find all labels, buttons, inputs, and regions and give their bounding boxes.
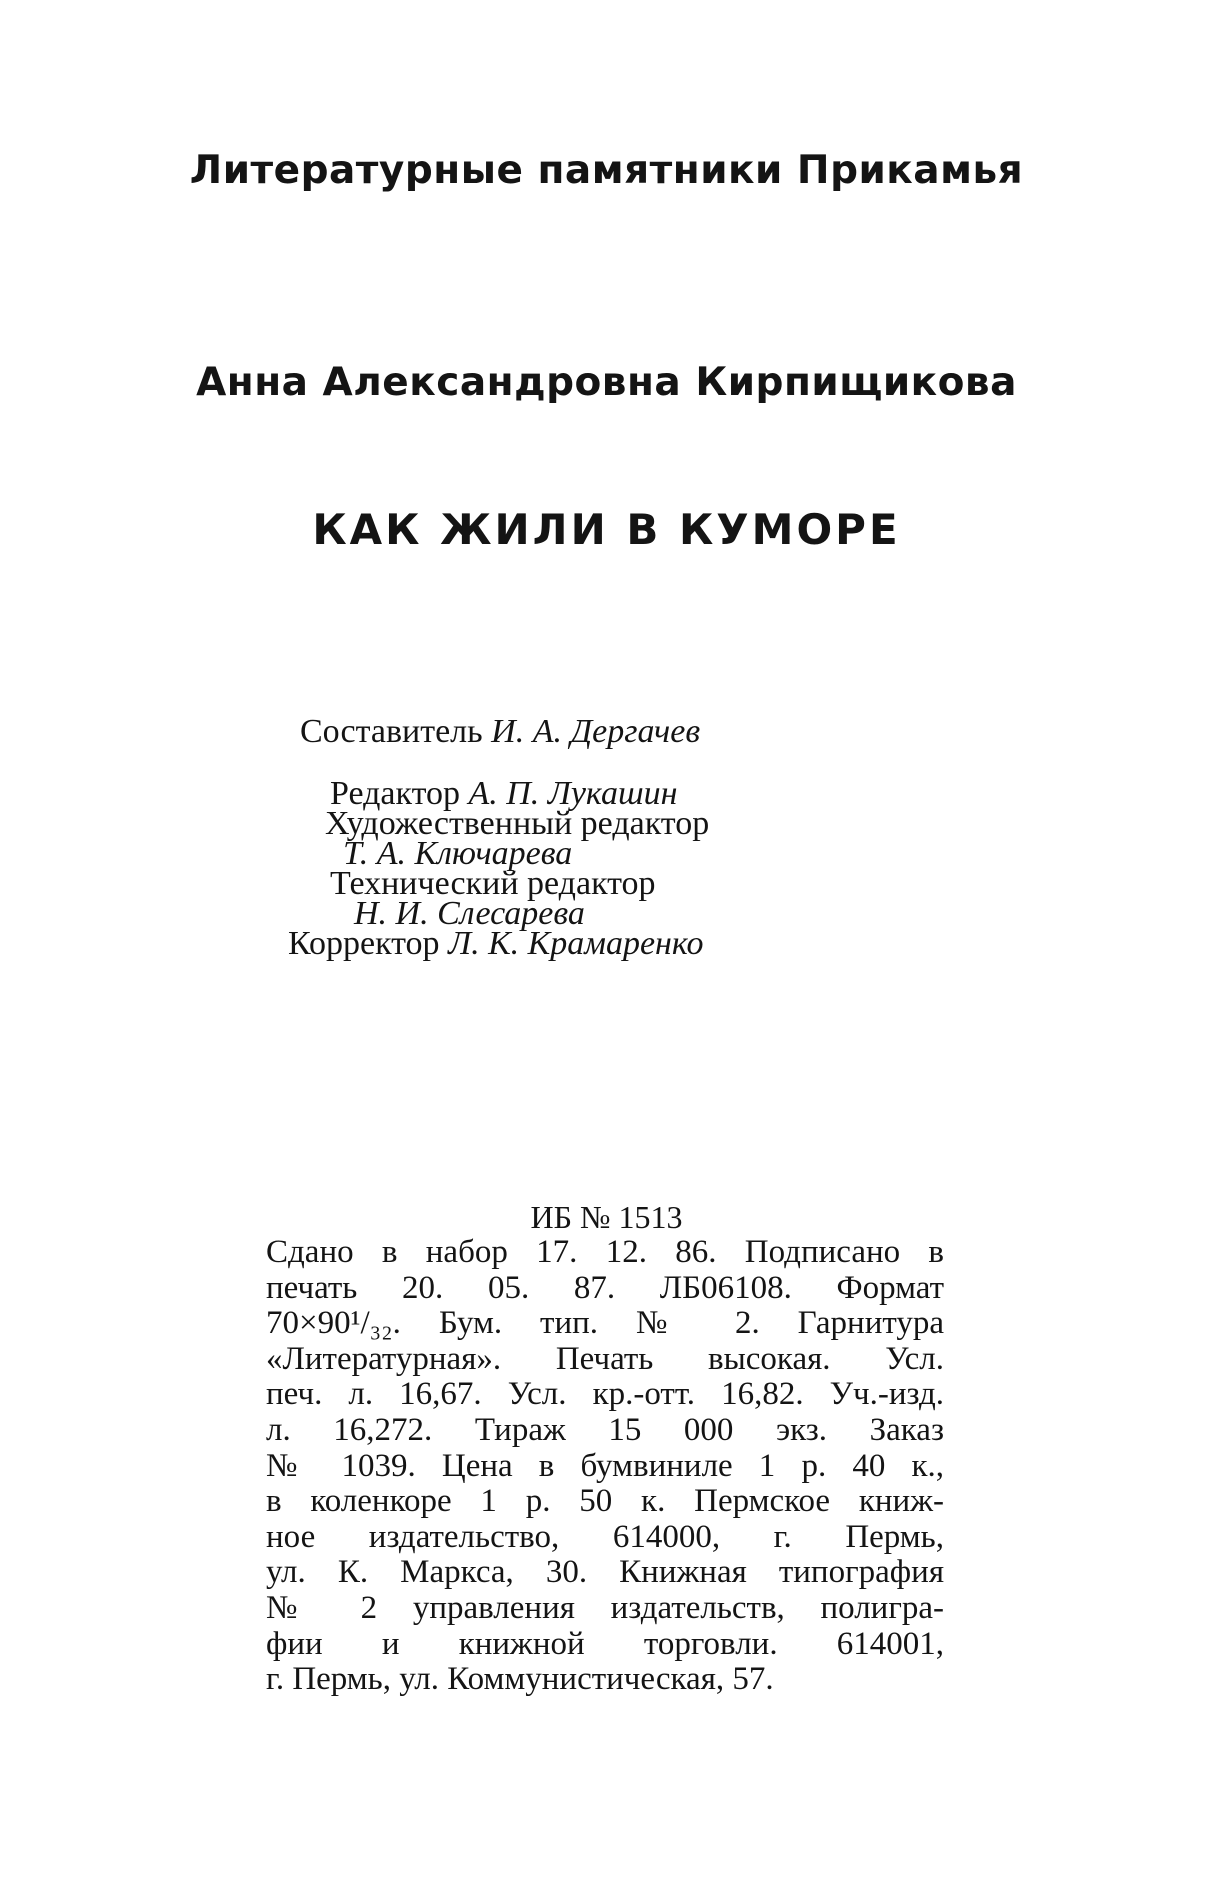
- imprint-line: печ. л. 16,67. Усл. кр.-отт. 16,82. Уч.-изд.: [266, 1376, 944, 1413]
- author-name: Анна Александровна Кирпищикова: [196, 360, 1017, 405]
- imprint-line: ул. К. Маркса, 30. Книжная типография: [266, 1554, 944, 1591]
- imprint-line: № 2 управления издательств, полигра-: [266, 1589, 944, 1626]
- credit-role: Технический редактор: [330, 865, 656, 902]
- imprint-line: Сдано в набор 17. 12. 86. Подписано в: [266, 1234, 944, 1270]
- credit-role: Художественный редактор: [325, 805, 710, 842]
- imprint-line: г. Пермь, ул. Коммунистическая, 57.: [266, 1661, 774, 1698]
- imprint-line: 70×90¹/₃₂. Бум. тип. № 2. Гарнитура: [266, 1305, 944, 1342]
- credit-role: Составитель: [300, 713, 483, 750]
- credit-person: Т. А. Ключарева: [343, 835, 573, 872]
- imprint-block: [266, 1235, 944, 1698]
- credit-person: И. А. Дергачев: [491, 713, 701, 750]
- imprint-line: печать 20. 05. 87. ЛБ06108. Формат: [266, 1269, 944, 1306]
- imprint-line: фии и книжной торговли. 614001,: [266, 1625, 944, 1662]
- credit-role: Корректор: [288, 925, 440, 962]
- imprint-id: ИБ № 1513: [530, 1199, 683, 1235]
- imprint-line: № 1039. Цена в бумвиниле 1 р. 40 к.,: [266, 1447, 944, 1484]
- book-title: КАК ЖИЛИ В КУМОРЕ: [312, 505, 901, 554]
- credit-person: Л. К. Крамаренко: [448, 925, 704, 962]
- credit-proofreader: [288, 924, 704, 964]
- credit-compiler: [300, 712, 700, 752]
- imprint-line: «Литературная». Печать высокая. Усл.: [266, 1340, 944, 1377]
- imprint-line: л. 16,272. Тираж 15 000 экз. Заказ: [266, 1411, 944, 1448]
- credit-person: Н. И. Слесарева: [354, 895, 585, 932]
- credit-role: Редактор: [330, 775, 460, 812]
- credit-person: А. П. Лукашин: [468, 775, 678, 812]
- imprint-line: ное издательство, 614000, г. Пермь,: [266, 1518, 944, 1555]
- series-title: Литературные памятники Прикамья: [189, 148, 1024, 193]
- imprint-line: в коленкоре 1 р. 50 к. Пермское книж-: [266, 1483, 944, 1520]
